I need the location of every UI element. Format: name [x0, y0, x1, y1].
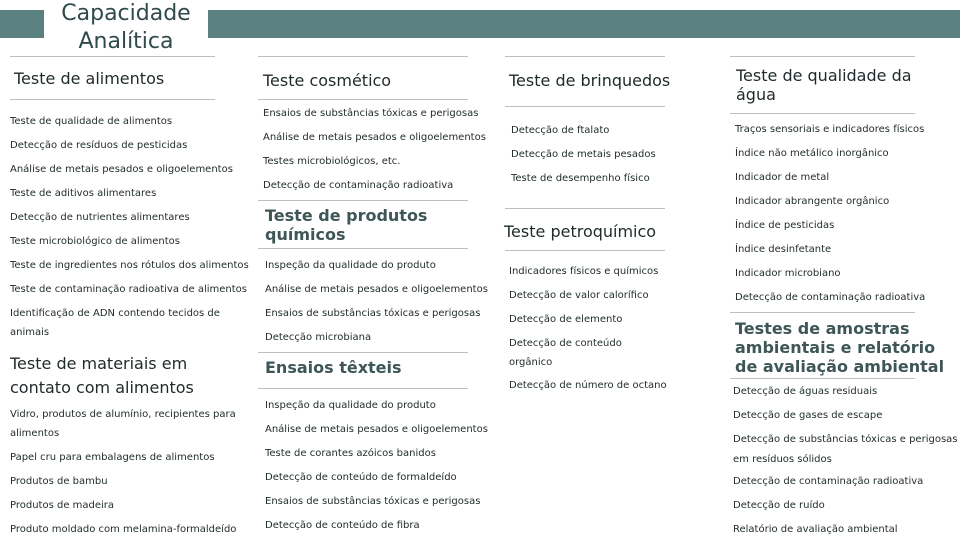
- col2-header: Teste cosmético: [263, 71, 392, 90]
- page-title: Capacidade Analítica: [61, 1, 191, 54]
- divider: [258, 200, 468, 201]
- col2-section2-header: Teste de produtos químicos: [265, 206, 428, 244]
- col4-item2: Detecção de águas residuais: [733, 386, 878, 397]
- col1-item: Teste de qualidade de alimentos: [10, 116, 173, 127]
- divider: [505, 208, 665, 209]
- col1-item2: Produtos de madeira: [10, 500, 115, 511]
- col4-header: Teste de qualidade da água: [736, 66, 912, 104]
- col3-item2: Detecção de valor calorífico: [509, 290, 649, 301]
- col4-item: Indicador microbiano: [735, 268, 841, 279]
- divider: [10, 99, 215, 100]
- col2-section3-header: Ensaios têxteis: [265, 358, 402, 377]
- col2-item3: Detecção de conteúdo de formaldeído: [265, 472, 457, 483]
- col1-item: Detecção de resíduos de pesticidas: [10, 140, 188, 151]
- col1-item2: Produto moldado com melamina-formaldeído: [10, 524, 237, 535]
- col3-item: Teste de desempenho físico: [511, 173, 650, 184]
- col1-item2: Papel cru para embalagens de alimentos: [10, 452, 215, 463]
- divider: [505, 106, 665, 107]
- divider: [258, 248, 468, 249]
- col1-item: Teste de ingredientes nos rótulos dos alimentos: [10, 260, 249, 271]
- col2-item2: Detecção microbiana: [265, 332, 372, 343]
- col2-item2: Ensaios de substâncias tóxicas e perigosas: [265, 308, 481, 319]
- col3-section2-header: Teste petroquímico: [504, 222, 657, 241]
- col1-item: Teste de aditivos alimentares: [10, 188, 157, 199]
- col4-item: Índice não metálico inorgânico: [735, 148, 889, 159]
- divider: [505, 250, 665, 251]
- divider: [258, 352, 468, 353]
- header-bar-left: [0, 10, 44, 38]
- divider: [730, 378, 915, 379]
- col2-item: Detecção de contaminação radioativa: [263, 180, 454, 191]
- col1-header: Teste de alimentos: [14, 69, 165, 88]
- divider: [258, 56, 468, 57]
- divider: [730, 113, 915, 114]
- col4-item2: Detecção de substâncias tóxicas e perigosas em resíduos sólidos: [733, 434, 958, 465]
- col2-item3: Análise de metais pesados e oligoelementos: [265, 424, 488, 435]
- col4-item2: Relatório de avaliação ambiental: [733, 524, 898, 535]
- col2-item3: Detecção de conteúdo de fibra: [265, 520, 420, 531]
- col4-item: Traços sensoriais e indicadores físicos: [735, 124, 925, 135]
- col2-item3: Teste de corantes azóicos banidos: [265, 448, 436, 459]
- col3-item2: Detecção de elemento: [509, 314, 623, 325]
- col1-item: Teste microbiológico de alimentos: [10, 236, 180, 247]
- col4-item2: Detecção de ruído: [733, 500, 825, 511]
- col4-item: Índice desinfetante: [735, 244, 832, 255]
- col1-item: Teste de contaminação radioativa de alimentos: [10, 284, 247, 295]
- col2-item3: Inspeção da qualidade do produto: [265, 400, 436, 411]
- col4-item2: Detecção de contaminação radioativa: [733, 476, 924, 487]
- col4-item: Indicador abrangente orgânico: [735, 196, 890, 207]
- col3-item: Detecção de metais pesados: [511, 149, 656, 160]
- divider: [505, 56, 665, 57]
- divider: [258, 99, 468, 100]
- divider: [258, 388, 468, 389]
- col2-item2: Inspeção da qualidade do produto: [265, 260, 436, 271]
- col4-item: Detecção de contaminação radioativa: [735, 292, 926, 303]
- col1-item2: Vidro, produtos de alumínio, recipientes para alimentos: [10, 409, 236, 439]
- col4-item2: Detecção de gases de escape: [733, 410, 883, 421]
- col2-item: Análise de metais pesados e oligoelementos: [263, 132, 486, 143]
- col1-item: Identificação de ADN contendo tecidos de animais: [10, 308, 220, 338]
- col3-item2: Detecção de conteúdo orgânico: [509, 338, 622, 368]
- divider: [730, 312, 915, 313]
- col1-section2-header: Teste de materiais em contato com alimentos: [10, 354, 194, 397]
- col3-header: Teste de brinquedos: [509, 71, 671, 90]
- col4-item: Índice de pesticidas: [735, 220, 835, 231]
- col1-item: Detecção de nutrientes alimentares: [10, 212, 190, 223]
- divider: [730, 56, 915, 57]
- divider: [10, 56, 215, 57]
- col2-item: Ensaios de substâncias tóxicas e perigosas: [263, 108, 479, 119]
- col1-item: Análise de metais pesados e oligoelementos: [10, 164, 233, 175]
- col3-item2: Indicadores físicos e químicos: [509, 266, 659, 277]
- col2-item3: Ensaios de substâncias tóxicas e perigosas: [265, 496, 481, 507]
- col3-item: Detecção de ftalato: [511, 125, 610, 136]
- col2-item: Testes microbiológicos, etc.: [263, 156, 401, 167]
- col2-item2: Análise de metais pesados e oligoelementos: [265, 284, 488, 295]
- col3-item2: Detecção de número de octano: [509, 380, 667, 391]
- col4-item: Indicador de metal: [735, 172, 830, 183]
- header-bar-right: [208, 10, 960, 38]
- col1-item2: Produtos de bambu: [10, 476, 108, 487]
- col4-section2-header: Testes de amostras ambientais e relatório de avaliação ambiental: [735, 319, 945, 376]
